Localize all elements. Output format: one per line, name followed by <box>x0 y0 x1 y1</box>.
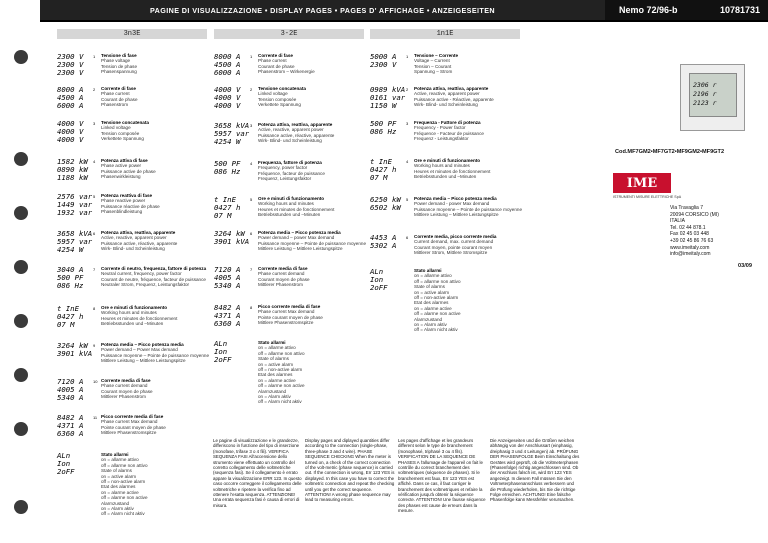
display-readout: t InE 0427 h 07 M <box>370 157 397 182</box>
paragraph-fr: Les pages d'affichage et les grandeurs different selon le type de branchement (monophasé, triphasé 3 ou 4 fils). VERIFICATION DE LA SEQUENCE DE PHASES A l'allumage de l'appareil on fait le contrôle du correct branchement des voltmetriques (séquence de phases). Si le branchement est faux, Err 123 YES est affiché. Dans ce cas, il faut corriger le branchement des voltmetriques et refaire la vérification jusqu'à obtenir la séquence correcte. ATTENTION! Une fausse séquence des phases est cause de erreurs dans la mesure. <box>398 438 486 514</box>
display-page-entry <box>57 414 166 438</box>
page-number: 4 <box>406 159 409 164</box>
paragraph-it: Le pagine di visualizzazione e le grandezze, differiscono in funzione del tipo di inserzione (monofase, trifase 3 o 4 fili). VERIFICA SEQUENZA FASI All'accensione dello strumento viene effettuato un controllo del corretto collegamento delle voltmetriche (sequenza fasi). Se il collegamento è errato appare la visualizzazione ERR 123. In questo caso occorre correggere il collegamento delle voltmetriche e ripetere la verifica fino ad ottenere l'esatta sequenza. ATTENZIONE! Una errata sequenza fasi è causa di errori di misura. <box>213 438 302 508</box>
entry-title: Corrente di neutro, frequenza, fattore di potenza <box>101 266 207 271</box>
entry-lines: Neutral current, frequency, power factor Courant de neutre, fréquence, facteur de puissance Neutraler Strom, Frequenz, Leistungsfaktor <box>101 271 206 288</box>
display-readout: 8482 A 4371 A 6360 A <box>214 303 241 328</box>
header-rule <box>40 20 768 22</box>
entry-title: Tensione concatenata <box>101 120 149 125</box>
page-number: 3 <box>93 121 96 126</box>
entry-lines: Frequency, power factor Fréquence, facteur de puissance Frequenz, Leistungsfaktor <box>258 165 325 182</box>
entry-title: Potenza media – Picco potenza media <box>414 196 497 201</box>
page-number <box>250 340 258 341</box>
page-number: 5 <box>406 197 409 202</box>
entry-description <box>414 196 522 218</box>
display-readout: 3040 A 500 PF 086 Hz <box>57 265 84 290</box>
page-number: 7 <box>93 267 96 272</box>
display-readout: 2300 V 2300 V 2300 V <box>57 52 84 77</box>
display-readout: ALn Ion 2oFF <box>370 267 388 292</box>
entry-description <box>101 53 137 75</box>
entry-title: Frequenza - Fattore di potenza <box>414 120 481 125</box>
display-readout: 8000 A 4500 A 6000 A <box>57 85 84 110</box>
punch-hole <box>14 152 28 166</box>
entry-description <box>414 53 458 75</box>
display-page-entry <box>214 53 315 77</box>
entry-lines: Working hours and minutes Heures et minutes de fonctionnement Betriebsstunden und –Minuten <box>258 201 335 218</box>
display-page-entry <box>214 230 366 252</box>
punch-hole <box>14 422 28 436</box>
company-address: Via Travaglia 7 20094 CORSICO (MI) ITALIA Tel. 02 44 878.1 Fax 02 45 03 448 +39 02 45 86 76 63 www.imeitaly.com info@imeitaly.com <box>670 205 719 258</box>
display-readout: 3264 kW 3901 kVA <box>57 341 93 358</box>
entry-description <box>101 305 177 327</box>
device-screen: 2306 r 2196 r 2123 r <box>689 73 737 117</box>
entry-lines: Phase active power Puissance active de phase Phasenwirkleistung <box>101 163 156 180</box>
display-readout: 8482 A 4371 A 6360 A <box>57 413 84 438</box>
page-number: 4 <box>93 159 96 164</box>
entry-lines: on = allarme attivo off = allarme non attivo State of alarms on = active alarm off = non-active alarm Etat des alarmes on = alarme active off = alarme non active Alarmzustand on = Alarm aktiv off = Alarm nicht aktiv <box>414 273 461 333</box>
entry-description <box>101 120 149 142</box>
display-readout: 5000 A 2300 V <box>370 52 397 69</box>
entry-lines: Phase current Max demand Pointe courant moyen de phase Mittlere Phasenstromspitze <box>258 309 323 326</box>
model-name: Nemo 72/96-b <box>619 5 678 15</box>
display-page-entry <box>57 158 156 182</box>
entry-title: Stato allarmi <box>101 452 129 457</box>
entry-lines: Linked voltage Tension composée Verkettete Spannung <box>258 91 301 108</box>
entry-lines: Linked voltage Tension composée Verkettete Spannung <box>101 125 144 142</box>
entry-lines: Voltage – Current Tension – Courant Spannung – Strom <box>414 58 453 75</box>
page-number: 1 <box>250 54 253 59</box>
display-readout: ALn Ion 2oFF <box>214 339 232 364</box>
display-readout: 4000 V 4000 V 4000 V <box>57 119 84 144</box>
page-number: 3 <box>250 123 253 128</box>
entry-title: Frequenza, fattore di potenza <box>258 160 322 165</box>
entry-description <box>101 266 206 288</box>
entry-lines: on = allarme attivo off = allarme non attivo State of alarms on = active alarm off = non-active alarm Etat des alarmes on = alarme active off = alarme non active Alarmzustand on = Alarm aktiv off = Alarm nicht aktiv <box>258 345 305 405</box>
entry-lines: Phase voltage Tension de phase Phasenspannung <box>101 58 138 75</box>
entry-description <box>101 414 166 436</box>
display-readout: t InE 0427 h 07 M <box>57 304 84 329</box>
display-page-entry <box>370 158 490 182</box>
display-readout: 7120 A 4005 A 5340 A <box>214 265 241 290</box>
display-page-entry <box>214 266 310 290</box>
display-readout: 2576 var 1449 var 1932 var <box>57 192 93 217</box>
display-readout: 0989 kVA 0161 var 1150 W <box>370 85 406 110</box>
column-header-3-2e: 3-2E <box>214 29 364 39</box>
display-page-entry <box>370 53 458 75</box>
entry-lines: Power demand – power Max demand Puissance moyenne – Pointe de puissance moyenne Mittlere Leistung – Mittlere Leistungspitze <box>258 235 367 252</box>
entry-description <box>101 342 209 364</box>
display-page-entry <box>214 304 323 328</box>
model-bar <box>605 0 768 20</box>
entry-description <box>101 193 160 215</box>
punch-hole <box>14 500 28 514</box>
page-number: 9 <box>93 343 96 348</box>
page-number <box>93 452 101 453</box>
page-number: 2 <box>250 87 253 92</box>
display-readout: 1582 kW 0890 kW 1188 kW <box>57 157 88 182</box>
page-number: 1 <box>93 54 96 59</box>
entry-title: Ore e minuti di funzionamento <box>101 305 168 310</box>
page-number: 7 <box>250 267 253 272</box>
entry-description <box>258 122 334 144</box>
entry-lines: Phase current Max demand Pointe courant moyen de phase Mittlere Phasenstromspitze <box>101 419 166 436</box>
entry-title: Tensione – Corrente <box>414 53 459 58</box>
entry-title: Potenza attiva di fase <box>101 158 148 163</box>
entry-lines: on = allarme attivo off = allarme non attivo State of alarms on = active alarm off = non-active alarm Etat des alarmes on = alarme active off = alarme non active Alarmzustand on = Alarm aktiv off = Alarm nicht aktiv <box>101 457 148 517</box>
entry-title: Potenza attiva, reattiva, apparente <box>258 122 333 127</box>
entry-lines: Power demand - power Max demand Puissance moyenne – Pointe de puissance moyenne Mittlere Leistung – Mittlere Leistungspitze <box>414 201 523 218</box>
page-number: 2 <box>406 87 409 92</box>
company-logo: IME <box>613 173 671 193</box>
entry-lines: Current demand, max. current demand Courant moyen, pointe courant moyen Mittlerer Strom, Mittlere Stromspitze <box>414 239 494 256</box>
entry-lines: Active, reactive, apparent power Puissance active, réactive, apparente Wirk- Blind- und Scheinleistung <box>258 127 335 144</box>
entry-title: Tensione di fase <box>101 53 137 58</box>
company-tagline: ISTRUMENTI MISURE ELETTRICHE SpA <box>613 195 682 199</box>
device-image <box>680 64 745 131</box>
display-readout: 3658 kVA 5957 var 4254 W <box>214 121 250 146</box>
entry-lines: Active, reactive, apparent power Puissance active - Réactive, apparente Wirk- Blind- und Scheinleistung <box>414 91 494 108</box>
entry-description <box>258 266 310 288</box>
punch-hole <box>14 260 28 274</box>
entry-description <box>101 378 153 400</box>
page-number: 1 <box>406 54 409 59</box>
display-page-entry <box>57 305 177 329</box>
display-page-entry <box>57 266 206 290</box>
page-number: 8 <box>93 306 96 311</box>
page-number: 5 <box>250 197 253 202</box>
entry-description <box>258 230 366 252</box>
entry-title: Corrente media, picco corrente media <box>414 234 497 239</box>
display-readout: t InE 0427 h 07 M <box>214 195 241 220</box>
display-page-entry <box>214 196 334 220</box>
entry-title: Potenza attiva, reattiva, apparente <box>101 230 176 235</box>
entry-description <box>101 230 177 252</box>
display-page-entry <box>214 122 334 146</box>
punch-hole <box>14 50 28 64</box>
entry-lines: Phase current demand Courant moyen de phase Mittlerer Phasenstrom <box>101 383 153 400</box>
entry-title: Stato allarmi <box>414 268 442 273</box>
display-readout: 4453 A 5302 A <box>370 233 397 250</box>
entry-description <box>414 86 494 108</box>
entry-description <box>258 340 305 405</box>
entry-lines: Phase current Courant de phase Phasenstrom – Wirkenergie <box>258 58 315 75</box>
entry-description <box>101 452 148 517</box>
paragraph-de: Die Anzeigeseiten und die Größen weichen abhängig von der Anschlussart (einphasig, dreiphasig 3 und 4 Leitungen) ab. PRÜFUNG DER PHASENFOLGE Beim Einschaltung des Gerätes wird geprüft, ob die Voltmeterphasen (Phasenfolge) richtig angeschlossen sind. Ob der Anschluss falsch ist, wird Err 123 YES angezeigt. In diesem Fall müssen Sie den Voltmeterphasenanschluss verbessern und die Prüfung wiederholen, bis Sie die richtige Folge erreichen. ACHTUNG! Eine falsche Phasenfolge kann Messfehler verursachen. <box>490 438 580 503</box>
page-number: 6 <box>250 231 253 236</box>
display-page-entry <box>214 340 305 405</box>
entry-title: Potenza attiva, reattiva, apparente <box>414 86 489 91</box>
entry-title: Corrente media di fase <box>101 378 151 383</box>
page-number: 6 <box>406 235 409 240</box>
entry-title: Picco corrente media di fase <box>101 414 164 419</box>
entry-lines: Working hours and minutes Heures et minutes de fonctionnement Betriebsstunden und –Minuten <box>101 310 178 327</box>
display-page-entry <box>370 86 494 110</box>
entry-lines: Phase reactive power Puissance réactive de phase Phasenblindleistung <box>101 198 160 215</box>
entry-lines: Active, reactive, apparent power Puissance active, réactive, apparente Wirk- Blind- und Scheinleistung <box>101 235 178 252</box>
entry-description <box>414 268 461 333</box>
page-number: 6 <box>93 231 96 236</box>
display-page-entry <box>57 378 153 402</box>
entry-description <box>258 53 315 75</box>
entry-title: Potenza media – Picco potenza media <box>258 230 341 235</box>
display-readout: 8000 A 4500 A 6000 A <box>214 52 241 77</box>
display-page-entry <box>370 268 461 333</box>
page-number: 10 <box>93 379 98 384</box>
entry-description <box>414 234 496 256</box>
entry-title: Potenza reattiva di fase <box>101 193 153 198</box>
page-number <box>406 268 414 269</box>
entry-title: Potenza media – Picco potenza media <box>101 342 184 347</box>
punch-hole <box>14 314 28 328</box>
display-page-entry <box>370 120 484 142</box>
punch-hole <box>14 368 28 382</box>
display-readout: 500 PF 086 Hz <box>214 159 241 176</box>
entry-lines: Frequency - Power factor Fréquence - Facteur de puissance Frequenz - Leistungsfaktor <box>414 125 484 142</box>
entry-description <box>258 160 325 182</box>
column-header-3n3e: 3n3E <box>57 29 207 39</box>
entry-title: Corrente di fase <box>258 53 293 58</box>
punch-hole <box>14 206 28 220</box>
display-page-entry <box>57 342 209 364</box>
entry-description <box>258 304 323 326</box>
page-number: 8 <box>250 305 253 310</box>
document-date: 03/09 <box>738 263 752 269</box>
display-readout: 500 PF 086 Hz <box>370 119 397 136</box>
display-readout: ALn Ion 2oFF <box>57 451 75 476</box>
display-readout: 3264 kW 3901 kVA <box>214 229 250 246</box>
page-number: 5 <box>93 194 96 199</box>
entry-lines: Power demand – Power Max demand Puissance moyenne – Pointe de puissance moyenne Mittlere Leistung – Mittlere Leistungspitze <box>101 347 210 364</box>
display-readout: 6250 kW 6502 kW <box>370 195 401 212</box>
display-readout: 3658 kVA 5957 var 4254 W <box>57 229 93 254</box>
entry-lines: Phase current demand Courant moyen de phase Mittlerer Phasenstrom <box>258 271 310 288</box>
display-readout: 7120 A 4005 A 5340 A <box>57 377 84 402</box>
entry-description <box>258 86 306 108</box>
entry-title: Tensione concatenata <box>258 86 306 91</box>
display-page-entry <box>214 86 306 110</box>
model-codes: Cod.MF7GM2•MF7GT2•MF9GM2•MF9GT2 <box>615 149 725 155</box>
page-number: 2 <box>93 87 96 92</box>
display-page-entry <box>57 193 160 217</box>
entry-lines: Working hours and minutes Heures et minutes de fonctionnement Betriebsstunden und –Minuten <box>414 163 491 180</box>
page-number: 3 <box>406 121 409 126</box>
entry-description <box>414 120 484 142</box>
entry-description <box>101 86 138 108</box>
entry-lines: Phase current Courant de phase Phasenstrom <box>101 91 138 108</box>
entry-description <box>258 196 334 218</box>
entry-title: Corrente media di fase <box>258 266 308 271</box>
page-number: 11 <box>93 415 98 420</box>
paragraph-en: Display pages and diplayed quantities differ according to the connection (single-phase, three-phase 3 and 4 wire). PHASE SEQUENCE CHECKING When the meter is turned on, a check of the correct connection of the volt-metric (phase sequence) is carried out. If the connection is wrong, Err 123 YES is displayed. In this case you have to correct the voltmetric connection and repeat the checking until you get the correct sequence. ATTENTION! A wrong phase sequence may lead to measuring errors. <box>305 438 395 503</box>
display-page-entry <box>370 234 496 256</box>
entry-title: Picco corrente media di fase <box>258 304 321 309</box>
column-header-1n1e: 1n1E <box>370 29 520 39</box>
display-page-entry <box>370 196 522 218</box>
entry-description <box>101 158 156 180</box>
display-page-entry <box>57 86 138 110</box>
display-readout: 4000 V 4000 V 4000 V <box>214 85 241 110</box>
entry-title: Corrente di fase <box>101 86 136 91</box>
display-page-entry <box>57 230 177 254</box>
display-page-entry <box>57 120 149 144</box>
page-number: 4 <box>250 161 253 166</box>
display-page-entry <box>214 160 325 182</box>
display-page-entry <box>57 452 148 517</box>
entry-title: Ore e minuti di funzionamento <box>258 196 325 201</box>
page-header: PAGINE DI VISUALIZZAZIONE • DISPLAY PAGES • PAGES D' AFFICHAGE • ANZEIGESEITEN <box>40 0 605 20</box>
entry-description <box>414 158 490 180</box>
entry-title: Stato allarmi <box>258 340 286 345</box>
display-page-entry <box>57 53 137 77</box>
doc-code: 10781731 <box>719 5 760 15</box>
entry-title: Ore e minuti di funzionamento <box>414 158 481 163</box>
